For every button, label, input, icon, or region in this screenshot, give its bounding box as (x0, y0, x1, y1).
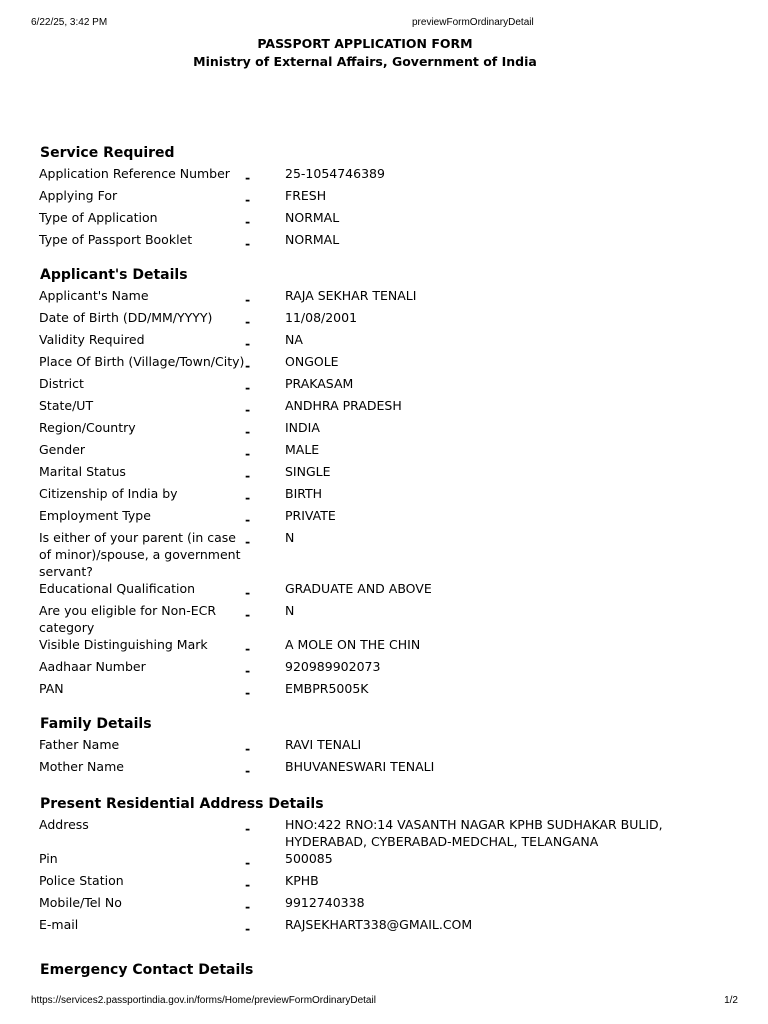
field-separator: - (245, 641, 251, 656)
section-service-required (39, 143, 679, 253)
field-separator: - (245, 899, 251, 914)
field-separator: - (245, 490, 251, 505)
field-separator: - (245, 402, 251, 417)
field-label: Citizenship of India by (39, 486, 178, 501)
detail-row (39, 894, 679, 916)
field-separator: - (245, 877, 251, 892)
detail-row (39, 419, 679, 441)
field-value: PRIVATE (285, 508, 336, 523)
field-value: FRESH (285, 188, 327, 203)
field-separator: - (245, 921, 251, 936)
print-datetime: 6/22/25, 3:42 PM (31, 17, 108, 28)
field-label: Employment Type (39, 508, 151, 523)
field-label: Police Station (39, 873, 124, 888)
detail-row (39, 580, 679, 602)
section-applicant-details (39, 265, 679, 702)
detail-row (39, 187, 679, 209)
field-separator: - (245, 170, 251, 185)
field-value: NORMAL (285, 210, 340, 225)
field-label: PAN (39, 681, 64, 696)
field-value: N (285, 530, 295, 545)
field-separator: - (245, 468, 251, 483)
field-label: Region/Country (39, 420, 136, 435)
detail-row (39, 816, 679, 850)
field-value: N (285, 603, 295, 618)
field-label: Pin (39, 851, 58, 866)
field-label: Visible Distinguishing Mark (39, 637, 208, 652)
detail-row (39, 507, 679, 529)
field-value: ONGOLE (285, 354, 339, 369)
detail-row (39, 441, 679, 463)
detail-row (39, 850, 679, 872)
field-value: 500085 (285, 851, 333, 866)
detail-row (39, 209, 679, 231)
section-heading: Emergency Contact Details (40, 962, 254, 978)
field-label: State/UT (39, 398, 94, 413)
detail-row (39, 758, 679, 780)
field-label: Address (39, 817, 89, 832)
field-separator: - (245, 292, 251, 307)
detail-row (39, 636, 679, 658)
print-header (31, 17, 738, 31)
field-label: Aadhaar Number (39, 659, 146, 674)
detail-row (39, 916, 679, 938)
field-separator: - (245, 663, 251, 678)
field-label: Applicant's Name (39, 288, 149, 303)
print-page-name: previewFormOrdinaryDetail (412, 17, 534, 28)
section-present-address (39, 794, 679, 938)
field-label: Father Name (39, 737, 120, 752)
detail-row (39, 375, 679, 397)
field-separator: - (245, 855, 251, 870)
field-label: Application Reference Number (39, 166, 230, 181)
field-label: District (39, 376, 84, 391)
detail-row (39, 736, 679, 758)
section-heading: Present Residential Address Details (40, 796, 324, 812)
detail-row (39, 485, 679, 507)
field-label: Validity Required (39, 332, 145, 347)
detail-row (39, 397, 679, 419)
field-separator: - (245, 358, 251, 373)
field-label: Type of Application (39, 210, 158, 225)
field-separator: - (245, 446, 251, 461)
print-url: https://services2.passportindia.gov.in/forms/Home/previewFormOrdinaryDetail (31, 995, 376, 1006)
field-value: A MOLE ON THE CHIN (285, 637, 421, 652)
field-separator: - (245, 741, 251, 756)
section-heading: Service Required (40, 145, 175, 161)
detail-row (39, 463, 679, 485)
field-separator: - (245, 685, 251, 700)
field-separator: - (245, 214, 251, 229)
field-value: ANDHRA PRADESH (285, 398, 402, 413)
detail-row (39, 231, 679, 253)
detail-row (39, 165, 679, 187)
detail-row (39, 658, 679, 680)
field-label: Date of Birth (DD/MM/YYYY) (39, 310, 213, 325)
detail-row (39, 287, 679, 309)
field-label: Type of Passport Booklet (39, 232, 193, 247)
field-value: SINGLE (285, 464, 331, 479)
field-label: Educational Qualification (39, 581, 196, 596)
field-label: Are you eligible for Non-ECR category (39, 603, 217, 635)
field-separator: - (245, 763, 251, 778)
field-value: 25-1054746389 (285, 166, 385, 181)
detail-row (39, 353, 679, 375)
field-value: BIRTH (285, 486, 323, 501)
section-emergency-contact (39, 960, 679, 980)
field-separator: - (245, 314, 251, 329)
section-family-details (39, 714, 679, 780)
field-value: BHUVANESWARI TENALI (285, 759, 435, 774)
detail-row (39, 331, 679, 353)
form-subtitle: Ministry of External Affairs, Government of India (193, 54, 537, 69)
field-separator: - (245, 607, 251, 622)
form-content (39, 143, 679, 992)
form-title: PASSPORT APPLICATION FORM (257, 36, 473, 51)
field-separator: - (245, 380, 251, 395)
field-value: GRADUATE AND ABOVE (285, 581, 432, 596)
field-separator: - (245, 424, 251, 439)
field-label: Gender (39, 442, 86, 457)
field-value: RAVI TENALI (285, 737, 362, 752)
field-value: 11/08/2001 (285, 310, 358, 325)
field-separator: - (245, 534, 251, 549)
field-value: PRAKASAM (285, 376, 354, 391)
detail-row (39, 529, 679, 580)
field-value: HNO:422 RNO:14 VASANTH NAGAR KPHB SUDHAKAR BULID, HYDERABAD, CYBERABAD-MEDCHAL, TELANGANA (285, 817, 663, 849)
field-label: Is either of your parent (in case of minor)/spouse, a government servant? (39, 530, 241, 579)
field-separator: - (245, 192, 251, 207)
field-value: RAJSEKHART338@GMAIL.COM (285, 917, 473, 932)
detail-row (39, 872, 679, 894)
detail-row (39, 602, 679, 636)
field-separator: - (245, 336, 251, 351)
field-value: 9912740338 (285, 895, 365, 910)
field-label: Mother Name (39, 759, 124, 774)
field-separator: - (245, 236, 251, 251)
detail-row (39, 309, 679, 331)
section-heading: Applicant's Details (40, 267, 188, 283)
field-value: NA (285, 332, 303, 347)
field-separator: - (245, 585, 251, 600)
field-value: KPHB (285, 873, 319, 888)
field-value: 920989902073 (285, 659, 381, 674)
field-value: NORMAL (285, 232, 340, 247)
section-heading: Family Details (40, 716, 152, 732)
field-value: EMBPR5005K (285, 681, 369, 696)
field-value: RAJA SEKHAR TENALI (285, 288, 417, 303)
field-value: MALE (285, 442, 320, 457)
field-label: Marital Status (39, 464, 126, 479)
print-footer (31, 995, 738, 1009)
field-separator: - (245, 512, 251, 527)
field-label: Place Of Birth (Village/Town/City) (39, 354, 245, 369)
form-title-block (0, 35, 730, 71)
field-value: INDIA (285, 420, 320, 435)
field-label: E-mail (39, 917, 79, 932)
page-number: 1/2 (724, 995, 738, 1006)
field-label: Applying For (39, 188, 118, 203)
field-separator: - (245, 821, 251, 836)
field-label: Mobile/Tel No (39, 895, 122, 910)
detail-row (39, 680, 679, 702)
